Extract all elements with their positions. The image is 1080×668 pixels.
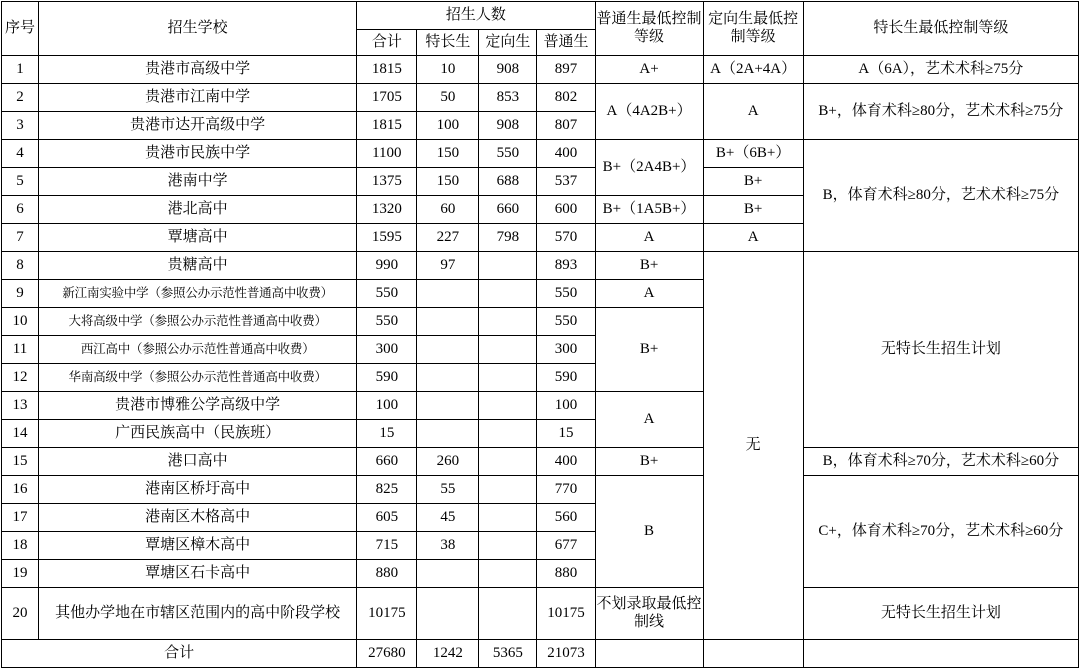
row-normal: 550 <box>537 308 595 336</box>
row-total: 990 <box>357 252 417 280</box>
row-seq: 9 <box>2 280 39 308</box>
row-talent <box>417 308 479 336</box>
row-directed <box>479 252 537 280</box>
table-row <box>2 56 1079 84</box>
row-talent-grade: C+，体育术科≥70分，艺术术科≥60分 <box>803 476 1078 588</box>
row-directed <box>479 336 537 364</box>
header-directed-min-grade: 定向生最低控制等级 <box>703 2 803 56</box>
row-seq: 13 <box>2 392 39 420</box>
header-row-1 <box>2 2 1079 30</box>
header-directed: 定向生 <box>479 30 537 56</box>
row-seq: 19 <box>2 560 39 588</box>
row-talent: 97 <box>417 252 479 280</box>
row-directed: 688 <box>479 168 537 196</box>
row-normal: 400 <box>537 448 595 476</box>
total-sum: 27680 <box>357 640 417 668</box>
row-normal: 590 <box>537 364 595 392</box>
row-total: 300 <box>357 336 417 364</box>
row-normal: 677 <box>537 532 595 560</box>
row-school: 大将高级中学（参照公办示范性普通高中收费） <box>39 308 357 336</box>
row-total: 1705 <box>357 84 417 112</box>
row-talent: 227 <box>417 224 479 252</box>
table-footer <box>2 640 1079 668</box>
row-school: 贵港市博雅公学高级中学 <box>39 392 357 420</box>
row-talent: 260 <box>417 448 479 476</box>
row-school: 贵糖高中 <box>39 252 357 280</box>
row-seq: 18 <box>2 532 39 560</box>
total-blank-1 <box>595 640 703 668</box>
row-school: 西江高中（参照公办示范性普通高中收费） <box>39 336 357 364</box>
row-directed-grade: A <box>703 84 803 140</box>
row-directed <box>479 560 537 588</box>
row-total: 825 <box>357 476 417 504</box>
row-directed <box>479 476 537 504</box>
row-normal: 300 <box>537 336 595 364</box>
row-seq: 7 <box>2 224 39 252</box>
row-directed <box>479 532 537 560</box>
row-school: 华南高级中学（参照公办示范性普通高中收费） <box>39 364 357 392</box>
total-blank-2 <box>703 640 803 668</box>
row-school: 贵港市江南中学 <box>39 84 357 112</box>
row-school: 覃塘区樟木高中 <box>39 532 357 560</box>
row-talent: 55 <box>417 476 479 504</box>
row-directed: 550 <box>479 140 537 168</box>
row-normal-grade: B <box>595 476 703 588</box>
row-school: 覃塘高中 <box>39 224 357 252</box>
row-talent <box>417 588 479 640</box>
row-school: 贵港市高级中学 <box>39 56 357 84</box>
row-talent-grade: 无特长生招生计划 <box>803 588 1078 640</box>
total-blank-3 <box>803 640 1078 668</box>
row-seq: 17 <box>2 504 39 532</box>
header-normal: 普通生 <box>537 30 595 56</box>
row-school: 贵港市民族中学 <box>39 140 357 168</box>
row-directed-grade: B+ <box>703 196 803 224</box>
row-school: 贵港市达开高级中学 <box>39 112 357 140</box>
admissions-sheet <box>0 1 1080 661</box>
total-directed: 5365 <box>479 640 537 668</box>
row-directed: 853 <box>479 84 537 112</box>
row-talent: 100 <box>417 112 479 140</box>
row-seq: 15 <box>2 448 39 476</box>
row-talent-grade: 无特长生招生计划 <box>803 252 1078 448</box>
row-total: 1375 <box>357 168 417 196</box>
row-total: 1815 <box>357 112 417 140</box>
admissions-table <box>1 1 1079 668</box>
header-total: 合计 <box>357 30 417 56</box>
header-seq: 序号 <box>2 2 39 56</box>
row-directed-grade: B+（6B+） <box>703 140 803 168</box>
row-total: 1320 <box>357 196 417 224</box>
row-directed-grade: 无 <box>703 252 803 640</box>
table-row <box>2 140 1079 168</box>
table-row <box>2 476 1079 504</box>
row-talent <box>417 560 479 588</box>
table-header <box>2 2 1079 56</box>
row-school: 港北高中 <box>39 196 357 224</box>
row-total: 100 <box>357 392 417 420</box>
row-total: 880 <box>357 560 417 588</box>
row-normal-grade: A（4A2B+） <box>595 84 703 140</box>
row-normal: 560 <box>537 504 595 532</box>
header-school: 招生学校 <box>39 2 357 56</box>
row-talent: 150 <box>417 168 479 196</box>
row-directed <box>479 448 537 476</box>
row-directed <box>479 308 537 336</box>
row-school: 港南中学 <box>39 168 357 196</box>
row-talent-grade: B+，体育术科≥80分，艺术术科≥75分 <box>803 84 1078 140</box>
table-row <box>2 84 1079 112</box>
row-normal: 570 <box>537 224 595 252</box>
row-seq: 16 <box>2 476 39 504</box>
total-label: 合计 <box>2 640 357 668</box>
row-total: 1100 <box>357 140 417 168</box>
row-normal-grade: B+ <box>595 308 703 392</box>
row-school: 覃塘区石卡高中 <box>39 560 357 588</box>
row-seq: 12 <box>2 364 39 392</box>
row-normal: 600 <box>537 196 595 224</box>
row-normal-grade: B+（2A4B+） <box>595 140 703 196</box>
row-normal: 897 <box>537 56 595 84</box>
row-directed-grade: A（2A+4A） <box>703 56 803 84</box>
row-normal: 880 <box>537 560 595 588</box>
table-row <box>2 252 1079 280</box>
row-talent: 60 <box>417 196 479 224</box>
row-school: 新江南实验中学（参照公办示范性普通高中收费） <box>39 280 357 308</box>
row-talent-grade: A（6A），艺术术科≥75分 <box>803 56 1078 84</box>
row-talent <box>417 280 479 308</box>
row-school: 港口高中 <box>39 448 357 476</box>
row-normal-grade: A <box>595 280 703 308</box>
row-talent-grade: B，体育术科≥80分，艺术术科≥75分 <box>803 140 1078 252</box>
row-total: 550 <box>357 280 417 308</box>
row-normal-grade: A <box>595 224 703 252</box>
row-seq: 6 <box>2 196 39 224</box>
row-talent <box>417 364 479 392</box>
row-talent: 38 <box>417 532 479 560</box>
row-talent <box>417 392 479 420</box>
row-seq: 3 <box>2 112 39 140</box>
row-normal: 100 <box>537 392 595 420</box>
row-directed: 908 <box>479 112 537 140</box>
row-normal: 550 <box>537 280 595 308</box>
header-enroll-group: 招生人数 <box>357 2 595 30</box>
row-seq: 2 <box>2 84 39 112</box>
row-directed-grade: B+ <box>703 168 803 196</box>
row-directed: 660 <box>479 196 537 224</box>
row-talent: 10 <box>417 56 479 84</box>
table-row <box>2 448 1079 476</box>
row-total: 660 <box>357 448 417 476</box>
row-directed-grade: A <box>703 224 803 252</box>
row-school: 港南区木格高中 <box>39 504 357 532</box>
row-school: 港南区桥圩高中 <box>39 476 357 504</box>
row-seq: 1 <box>2 56 39 84</box>
row-total: 605 <box>357 504 417 532</box>
row-directed <box>479 280 537 308</box>
row-total: 590 <box>357 364 417 392</box>
row-talent: 50 <box>417 84 479 112</box>
header-talent-min-grade: 特长生最低控制等级 <box>803 2 1078 56</box>
row-normal: 10175 <box>537 588 595 640</box>
row-directed <box>479 392 537 420</box>
row-directed <box>479 588 537 640</box>
row-talent-grade: B，体育术科≥70分，艺术术科≥60分 <box>803 448 1078 476</box>
row-normal: 15 <box>537 420 595 448</box>
row-total: 15 <box>357 420 417 448</box>
row-total: 1595 <box>357 224 417 252</box>
row-school: 其他办学地在市辖区范围内的高中阶段学校 <box>39 588 357 640</box>
table-row <box>2 588 1079 640</box>
row-normal-grade: B+ <box>595 252 703 280</box>
header-normal-min-grade: 普通生最低控制等级 <box>595 2 703 56</box>
row-seq: 14 <box>2 420 39 448</box>
row-directed <box>479 364 537 392</box>
row-normal: 770 <box>537 476 595 504</box>
total-row <box>2 640 1079 668</box>
row-directed: 908 <box>479 56 537 84</box>
row-total: 550 <box>357 308 417 336</box>
row-directed <box>479 504 537 532</box>
row-total: 1815 <box>357 56 417 84</box>
row-normal-grade: A+ <box>595 56 703 84</box>
row-directed: 798 <box>479 224 537 252</box>
total-normal: 21073 <box>537 640 595 668</box>
row-normal: 807 <box>537 112 595 140</box>
table-body <box>2 56 1079 640</box>
row-normal: 537 <box>537 168 595 196</box>
row-total: 715 <box>357 532 417 560</box>
row-seq: 20 <box>2 588 39 640</box>
row-talent: 150 <box>417 140 479 168</box>
row-school: 广西民族高中（民族班） <box>39 420 357 448</box>
row-normal-grade: 不划录取最低控制线 <box>595 588 703 640</box>
total-talent: 1242 <box>417 640 479 668</box>
row-talent <box>417 336 479 364</box>
row-normal-grade: B+（1A5B+） <box>595 196 703 224</box>
row-total: 10175 <box>357 588 417 640</box>
row-talent: 45 <box>417 504 479 532</box>
row-normal-grade: A <box>595 392 703 448</box>
row-seq: 11 <box>2 336 39 364</box>
row-normal: 802 <box>537 84 595 112</box>
row-talent <box>417 420 479 448</box>
row-normal-grade: B+ <box>595 448 703 476</box>
row-directed <box>479 420 537 448</box>
row-seq: 4 <box>2 140 39 168</box>
row-normal: 400 <box>537 140 595 168</box>
row-normal: 893 <box>537 252 595 280</box>
header-talent: 特长生 <box>417 30 479 56</box>
row-seq: 10 <box>2 308 39 336</box>
row-seq: 5 <box>2 168 39 196</box>
row-seq: 8 <box>2 252 39 280</box>
